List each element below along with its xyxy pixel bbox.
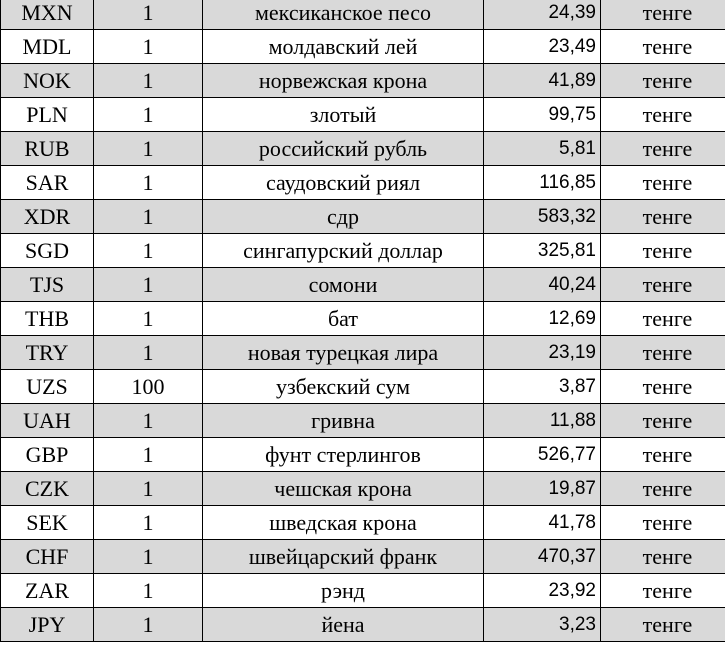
nominal-cell: 1 <box>94 472 203 506</box>
table-row <box>1 540 725 574</box>
currency-code-cell: CZK <box>1 472 94 506</box>
nominal-cell: 1 <box>94 268 203 302</box>
currency-name-cell: злотый <box>203 98 484 132</box>
currency-code-cell: CHF <box>1 540 94 574</box>
nominal-cell: 1 <box>94 506 203 540</box>
unit-cell: тенге <box>601 608 725 642</box>
unit-cell: тенге <box>601 0 725 30</box>
table-row <box>1 608 725 642</box>
rate-cell: 23,19 <box>484 336 601 370</box>
unit-cell: тенге <box>601 438 725 472</box>
currency-name-cell: узбекский сум <box>203 370 484 404</box>
currency-name-cell: новая турецкая лира <box>203 336 484 370</box>
currency-code-cell: PLN <box>1 98 94 132</box>
rate-cell: 3,23 <box>484 608 601 642</box>
table-row <box>1 234 725 268</box>
currency-name-cell: сомони <box>203 268 484 302</box>
currency-name-cell: швейцарский франк <box>203 540 484 574</box>
currency-name-cell: норвежская крона <box>203 64 484 98</box>
exchange-rates-body <box>1 0 725 642</box>
currency-code-cell: UAH <box>1 404 94 438</box>
nominal-cell: 1 <box>94 132 203 166</box>
table-row <box>1 0 725 30</box>
table-row <box>1 438 725 472</box>
table-row <box>1 472 725 506</box>
currency-code-cell: TJS <box>1 268 94 302</box>
unit-cell: тенге <box>601 64 725 98</box>
nominal-cell: 1 <box>94 438 203 472</box>
unit-cell: тенге <box>601 200 725 234</box>
nominal-cell: 1 <box>94 234 203 268</box>
nominal-cell: 1 <box>94 608 203 642</box>
table-row <box>1 166 725 200</box>
table-row <box>1 98 725 132</box>
nominal-cell: 1 <box>94 98 203 132</box>
nominal-cell: 1 <box>94 64 203 98</box>
table-row <box>1 64 725 98</box>
unit-cell: тенге <box>601 404 725 438</box>
rate-cell: 41,89 <box>484 64 601 98</box>
rate-cell: 116,85 <box>484 166 601 200</box>
rate-cell: 24,39 <box>484 0 601 30</box>
currency-code-cell: SGD <box>1 234 94 268</box>
table-row <box>1 200 725 234</box>
rate-cell: 3,87 <box>484 370 601 404</box>
table-row <box>1 268 725 302</box>
unit-cell: тенге <box>601 472 725 506</box>
currency-code-cell: GBP <box>1 438 94 472</box>
currency-name-cell: сдр <box>203 200 484 234</box>
currency-code-cell: UZS <box>1 370 94 404</box>
table-row <box>1 506 725 540</box>
rate-cell: 325,81 <box>484 234 601 268</box>
rate-cell: 12,69 <box>484 302 601 336</box>
rate-cell: 40,24 <box>484 268 601 302</box>
currency-name-cell: гривна <box>203 404 484 438</box>
table-row <box>1 132 725 166</box>
unit-cell: тенге <box>601 506 725 540</box>
nominal-cell: 1 <box>94 0 203 30</box>
unit-cell: тенге <box>601 132 725 166</box>
unit-cell: тенге <box>601 98 725 132</box>
currency-name-cell: мексиканское песо <box>203 0 484 30</box>
rate-cell: 583,32 <box>484 200 601 234</box>
rate-cell: 41,78 <box>484 506 601 540</box>
currency-code-cell: XDR <box>1 200 94 234</box>
nominal-cell: 1 <box>94 574 203 608</box>
unit-cell: тенге <box>601 336 725 370</box>
currency-name-cell: сингапурский доллар <box>203 234 484 268</box>
rate-cell: 5,81 <box>484 132 601 166</box>
rate-cell: 11,88 <box>484 404 601 438</box>
unit-cell: тенге <box>601 302 725 336</box>
table-row <box>1 336 725 370</box>
currency-code-cell: ZAR <box>1 574 94 608</box>
currency-code-cell: JPY <box>1 608 94 642</box>
nominal-cell: 1 <box>94 166 203 200</box>
table-row <box>1 574 725 608</box>
currency-code-cell: SAR <box>1 166 94 200</box>
currency-name-cell: рэнд <box>203 574 484 608</box>
currency-name-cell: молдавский лей <box>203 30 484 64</box>
rate-cell: 23,92 <box>484 574 601 608</box>
currency-name-cell: йена <box>203 608 484 642</box>
table-row <box>1 302 725 336</box>
rate-cell: 19,87 <box>484 472 601 506</box>
nominal-cell: 1 <box>94 540 203 574</box>
unit-cell: тенге <box>601 540 725 574</box>
currency-code-cell: SEK <box>1 506 94 540</box>
currency-code-cell: TRY <box>1 336 94 370</box>
table-row <box>1 404 725 438</box>
currency-name-cell: российский рубль <box>203 132 484 166</box>
currency-name-cell: саудовский риял <box>203 166 484 200</box>
unit-cell: тенге <box>601 30 725 64</box>
rate-cell: 99,75 <box>484 98 601 132</box>
unit-cell: тенге <box>601 166 725 200</box>
nominal-cell: 1 <box>94 30 203 64</box>
unit-cell: тенге <box>601 268 725 302</box>
rate-cell: 23,49 <box>484 30 601 64</box>
currency-code-cell: THB <box>1 302 94 336</box>
nominal-cell: 1 <box>94 404 203 438</box>
unit-cell: тенге <box>601 574 725 608</box>
table-row <box>1 30 725 64</box>
currency-name-cell: чешская крона <box>203 472 484 506</box>
nominal-cell: 1 <box>94 336 203 370</box>
currency-code-cell: RUB <box>1 132 94 166</box>
nominal-cell: 100 <box>94 370 203 404</box>
nominal-cell: 1 <box>94 200 203 234</box>
unit-cell: тенге <box>601 234 725 268</box>
currency-name-cell: фунт стерлингов <box>203 438 484 472</box>
currency-name-cell: шведская крона <box>203 506 484 540</box>
rate-cell: 526,77 <box>484 438 601 472</box>
nominal-cell: 1 <box>94 302 203 336</box>
currency-code-cell: MXN <box>1 0 94 30</box>
currency-name-cell: бат <box>203 302 484 336</box>
unit-cell: тенге <box>601 370 725 404</box>
rate-cell: 470,37 <box>484 540 601 574</box>
currency-code-cell: MDL <box>1 30 94 64</box>
currency-code-cell: NOK <box>1 64 94 98</box>
table-row <box>1 370 725 404</box>
